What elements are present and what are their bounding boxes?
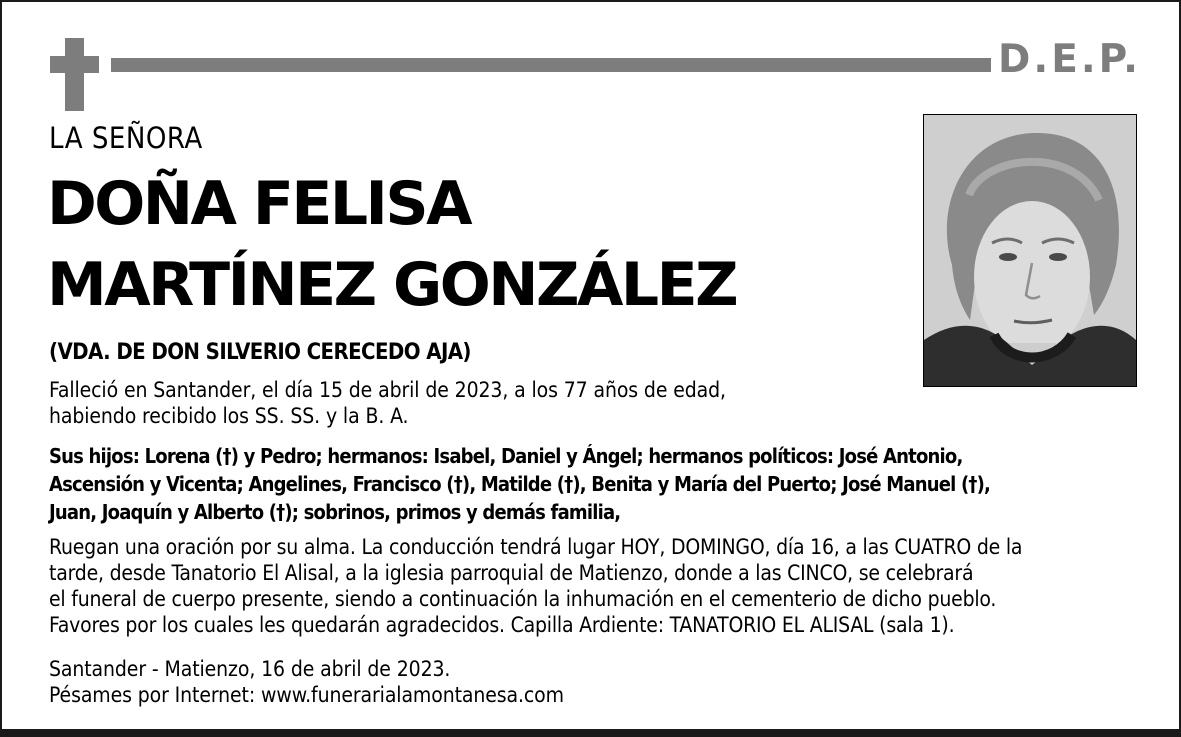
deceased-name-line-1: DOÑA FELISA [47, 169, 471, 239]
dep-label: D.E.P. [998, 37, 1141, 82]
family-list [49, 442, 990, 526]
cross-icon-horizontal-bar [50, 56, 99, 73]
honorific: LA SEÑORA [49, 121, 203, 155]
ceremony-line: el funeral de cuerpo presente, siendo a continuación la inhumación en el cementerio de dicho pueblo. [49, 587, 997, 611]
portrait-photo [923, 114, 1137, 387]
header-rule [111, 58, 991, 72]
cross-icon-vertical-bar [65, 38, 84, 111]
condolences-website-line: Pésames por Internet: www.funerarialamontanesa.com [49, 683, 564, 707]
death-notice [49, 377, 726, 429]
footer-info [49, 656, 564, 708]
ceremony-line: Ruegan una oración por su alma. La conducción tendrá lugar HOY, DOMINGO, día 16, a las CUATRO de la [49, 535, 1023, 559]
ceremony-line: tarde, desde Tanatorio El Alisal, a la iglesia parroquial de Matienzo, donde a las CINCO, se celebrará [49, 561, 974, 585]
ceremony-line: Favores por los cuales les quedarán agradecidos. Capilla Ardiente: TANATORIO EL ALISAL (sala 1). [49, 613, 955, 637]
ceremony-details [49, 534, 1022, 638]
family-line: Ascensión y Vicenta; Angelines, Francisco (†), Matilde (†), Benita y María del Puerto; José Manuel (†), [49, 472, 991, 496]
place-date-line: Santander - Matienzo, 16 de abril de 2023. [49, 657, 451, 681]
bottom-border-bar [0, 729, 1181, 737]
family-line: Juan, Joaquín y Alberto (†); sobrinos, primos y demás familia, [49, 500, 621, 524]
death-notice-line: habiendo recibido los SS. SS. y la B. A. [49, 404, 409, 428]
family-line: Sus hijos: Lorena (†) y Pedro; hermanos: Isabel, Daniel y Ángel; hermanos políticos: José Antonio, [49, 444, 963, 468]
deceased-name-line-2: MARTÍNEZ GONZÁLEZ [47, 250, 737, 320]
death-notice-line: Falleció en Santander, el día 15 de abril de 2023, a los 77 años de edad, [49, 378, 726, 402]
widow-of-line: (VDA. DE DON SILVERIO CERECEDO AJA) [49, 340, 471, 365]
portrait-illustration [924, 115, 1136, 386]
